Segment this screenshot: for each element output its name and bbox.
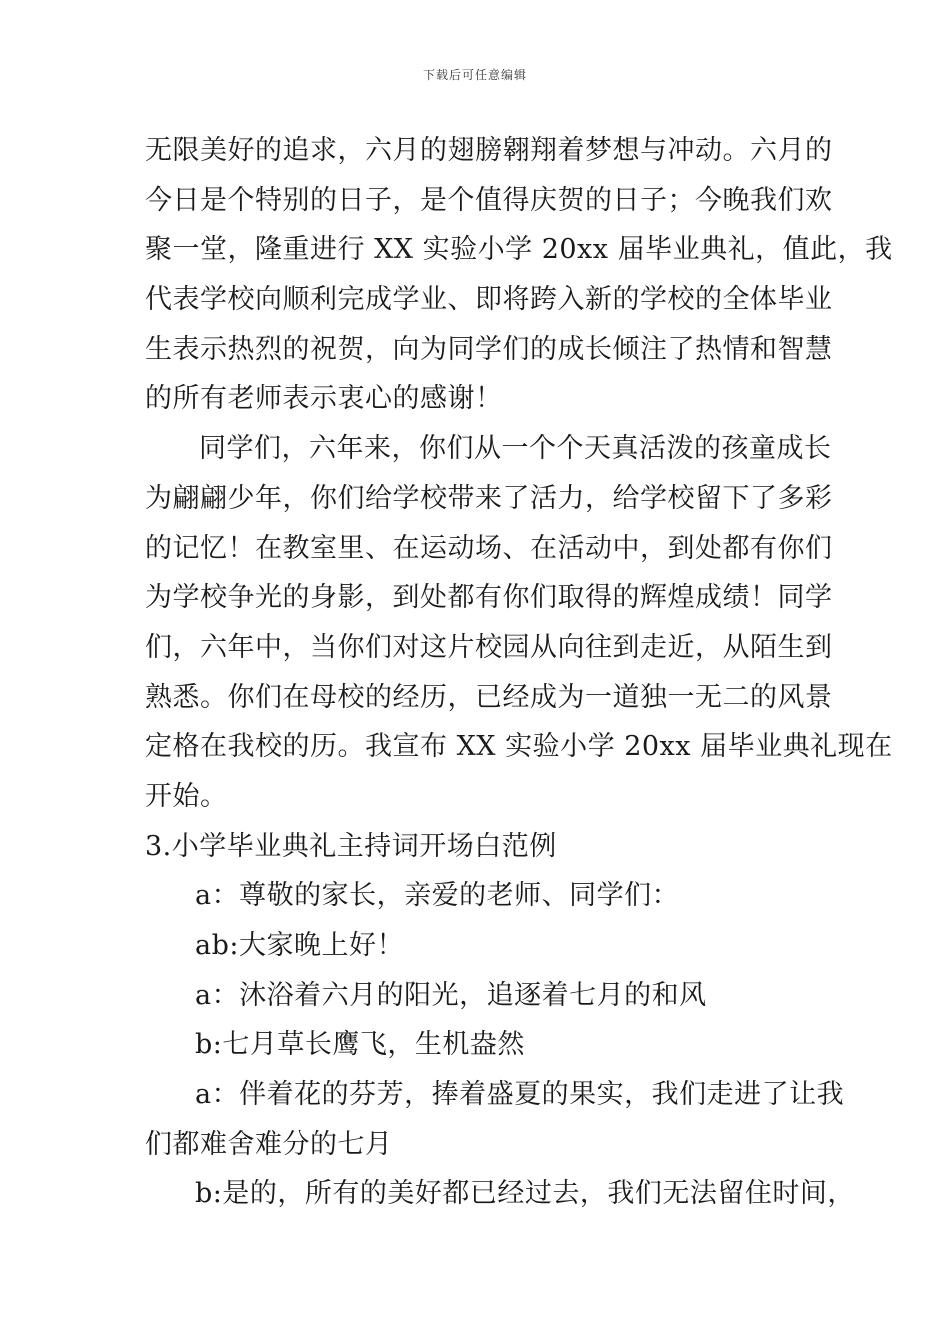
text-line: 定格在我校的历。我宣布 XX 实验小学 20xx 届毕业典礼现在 xyxy=(145,731,893,763)
text-line: 的记忆！在教室里、在运动场、在活动中，到处都有你们 xyxy=(145,532,833,564)
text-line: ab:大家晚上好！ xyxy=(195,930,404,961)
text-line: a：伴着花的芬芳，捧着盛夏的果实，我们走进了让我 xyxy=(195,1079,845,1111)
text-line: 今日是个特别的日子，是个值得庆贺的日子；今晚我们欢 xyxy=(145,184,833,216)
text-line: 无限美好的追求，六月的翅膀翱翔着梦想与冲动。六月的 xyxy=(145,135,833,166)
text-line: 同学们，六年来，你们从一个个天真活泼的孩童成长 xyxy=(199,433,832,465)
text-line: 代表学校向顺利完成学业、即将跨入新的学校的全体毕业 xyxy=(145,284,833,316)
text-line: a：沐浴着六月的阳光，追逐着七月的和风 xyxy=(195,979,707,1011)
text-line: 聚一堂，隆重进行 XX 实验小学 20xx 届毕业典礼，值此，我 xyxy=(145,234,893,266)
section-heading: 3.小学毕业典礼主持词开场白范例 xyxy=(145,830,557,862)
text-line: 熟悉。你们在母校的经历，已经成为一道独一无二的风景 xyxy=(145,681,833,713)
text-line: b:七月草长鹰飞，生机盎然 xyxy=(195,1029,525,1061)
text-line: 们，六年中，当你们对这片校园从向往到走近，从陌生到 xyxy=(145,631,833,663)
text-line: b:是的，所有的美好都已经过去，我们无法留住时间， xyxy=(195,1178,855,1210)
text-line: a：尊敬的家长，亲爱的老师、同学们： xyxy=(195,880,680,912)
text-line: 为翩翩少年，你们给学校带来了活力，给学校留下了多彩 xyxy=(145,482,833,514)
text-line: 开始。 xyxy=(145,780,228,812)
document-body xyxy=(145,126,893,1219)
text-line: 生表示热烈的祝贺，向为同学们的成长倾注了热情和智慧 xyxy=(145,333,833,365)
text-line: 们都难舍难分的七月 xyxy=(145,1128,393,1160)
page-header: 下载后可任意编辑 xyxy=(422,68,527,82)
text-line: 为学校争光的身影，到处都有你们取得的辉煌成绩！同学 xyxy=(145,582,833,614)
text-line: 的所有老师表示衷心的感谢！ xyxy=(145,383,503,415)
